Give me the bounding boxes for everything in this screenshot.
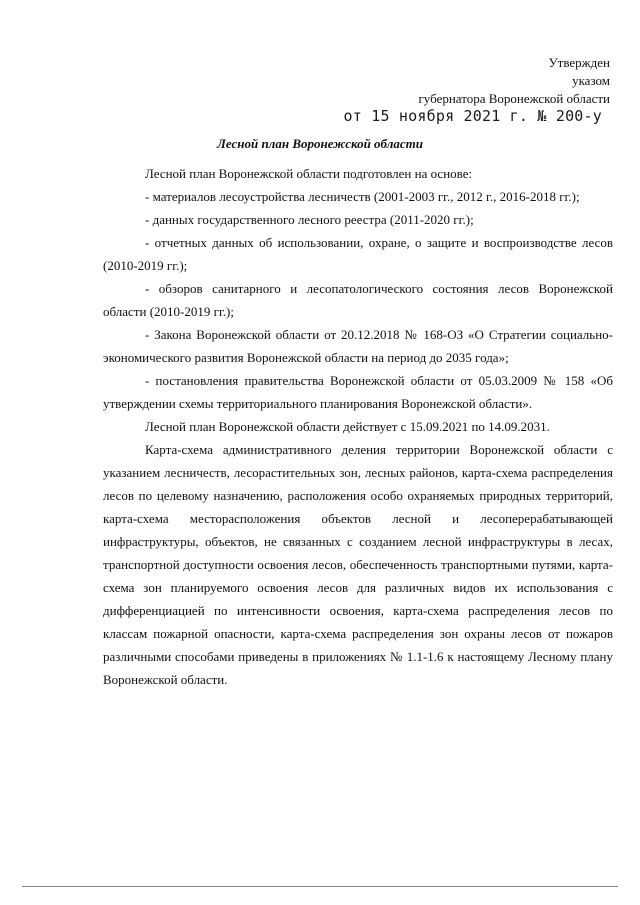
approval-block [418, 54, 610, 108]
paragraph-basis: Лесной план Воронежской области подготовлен на основе: [145, 166, 473, 181]
paragraph-map-schemes: Карта-схема административного деления территории Воронежской области с указанием лесничеств, лесорастительных зон, лесных районов, карта-схема распределения лесов по целевому назначению, расположения особо охраняемых природных территорий, карта-схема месторасположения объектов лесной и лесоперерабатывающей инфраструктуры, объектов, не связанных с созданием лесной инфраструктуры в лесах, транспортной доступности освоения лесов, обеспеченность транспортными путями, карта-схема зон планируемого освоения лесов для различных видов их использования с дифференциацией по интенсивности освоения, карта-схема распределения лесов по классам пожарной опасности, карта-схема распределения зон охраны лесов от пожаров различными способами приведены в приложениях № 1.1-1.6 к настоящему Лесному плану Воронежской области. [103, 442, 613, 687]
list-item-government-resolution: - постановления правительства Воронежской области от 05.03.2009 № 158 «Об утверждении схемы территориального планирования Воронежской области». [103, 373, 613, 411]
approval-line-governor: губернатора Воронежской области [418, 91, 610, 106]
document-body [103, 162, 613, 691]
page-title: Лесной план Воронежской области [216, 136, 424, 151]
list-item-regional-law: - Закона Воронежской области от 20.12.2018 № 168-ОЗ «О Стратегии социально-экономического развития Воронежской области на период до 2035 года»; [103, 327, 613, 365]
list-item-state-registry: - данных государственного лесного реестра (2011-2020 гг.); [145, 212, 474, 227]
list-item-reporting-data: - отчетных данных об использовании, охране, о защите и воспроизводстве лесов (2010-2019 гг.); [103, 235, 613, 273]
paragraph-validity-period: Лесной план Воронежской области действует с 15.09.2021 по 14.09.2031. [145, 419, 550, 434]
approval-date-number: от 15 ноября 2021 г. № 200-у [343, 107, 602, 125]
list-item-sanitary-reviews: - обзоров санитарного и лесопатологического состояния лесов Воронежской области (2010-2019 гг.); [103, 281, 613, 319]
page-bottom-divider [22, 886, 618, 887]
approval-line-decree: указом [572, 73, 610, 88]
approval-line-approved: Утвержден [548, 55, 610, 70]
list-item-forest-inventory: - материалов лесоустройства лесничеств (2001-2003 гг., 2012 г., 2016-2018 гг.); [145, 189, 580, 204]
